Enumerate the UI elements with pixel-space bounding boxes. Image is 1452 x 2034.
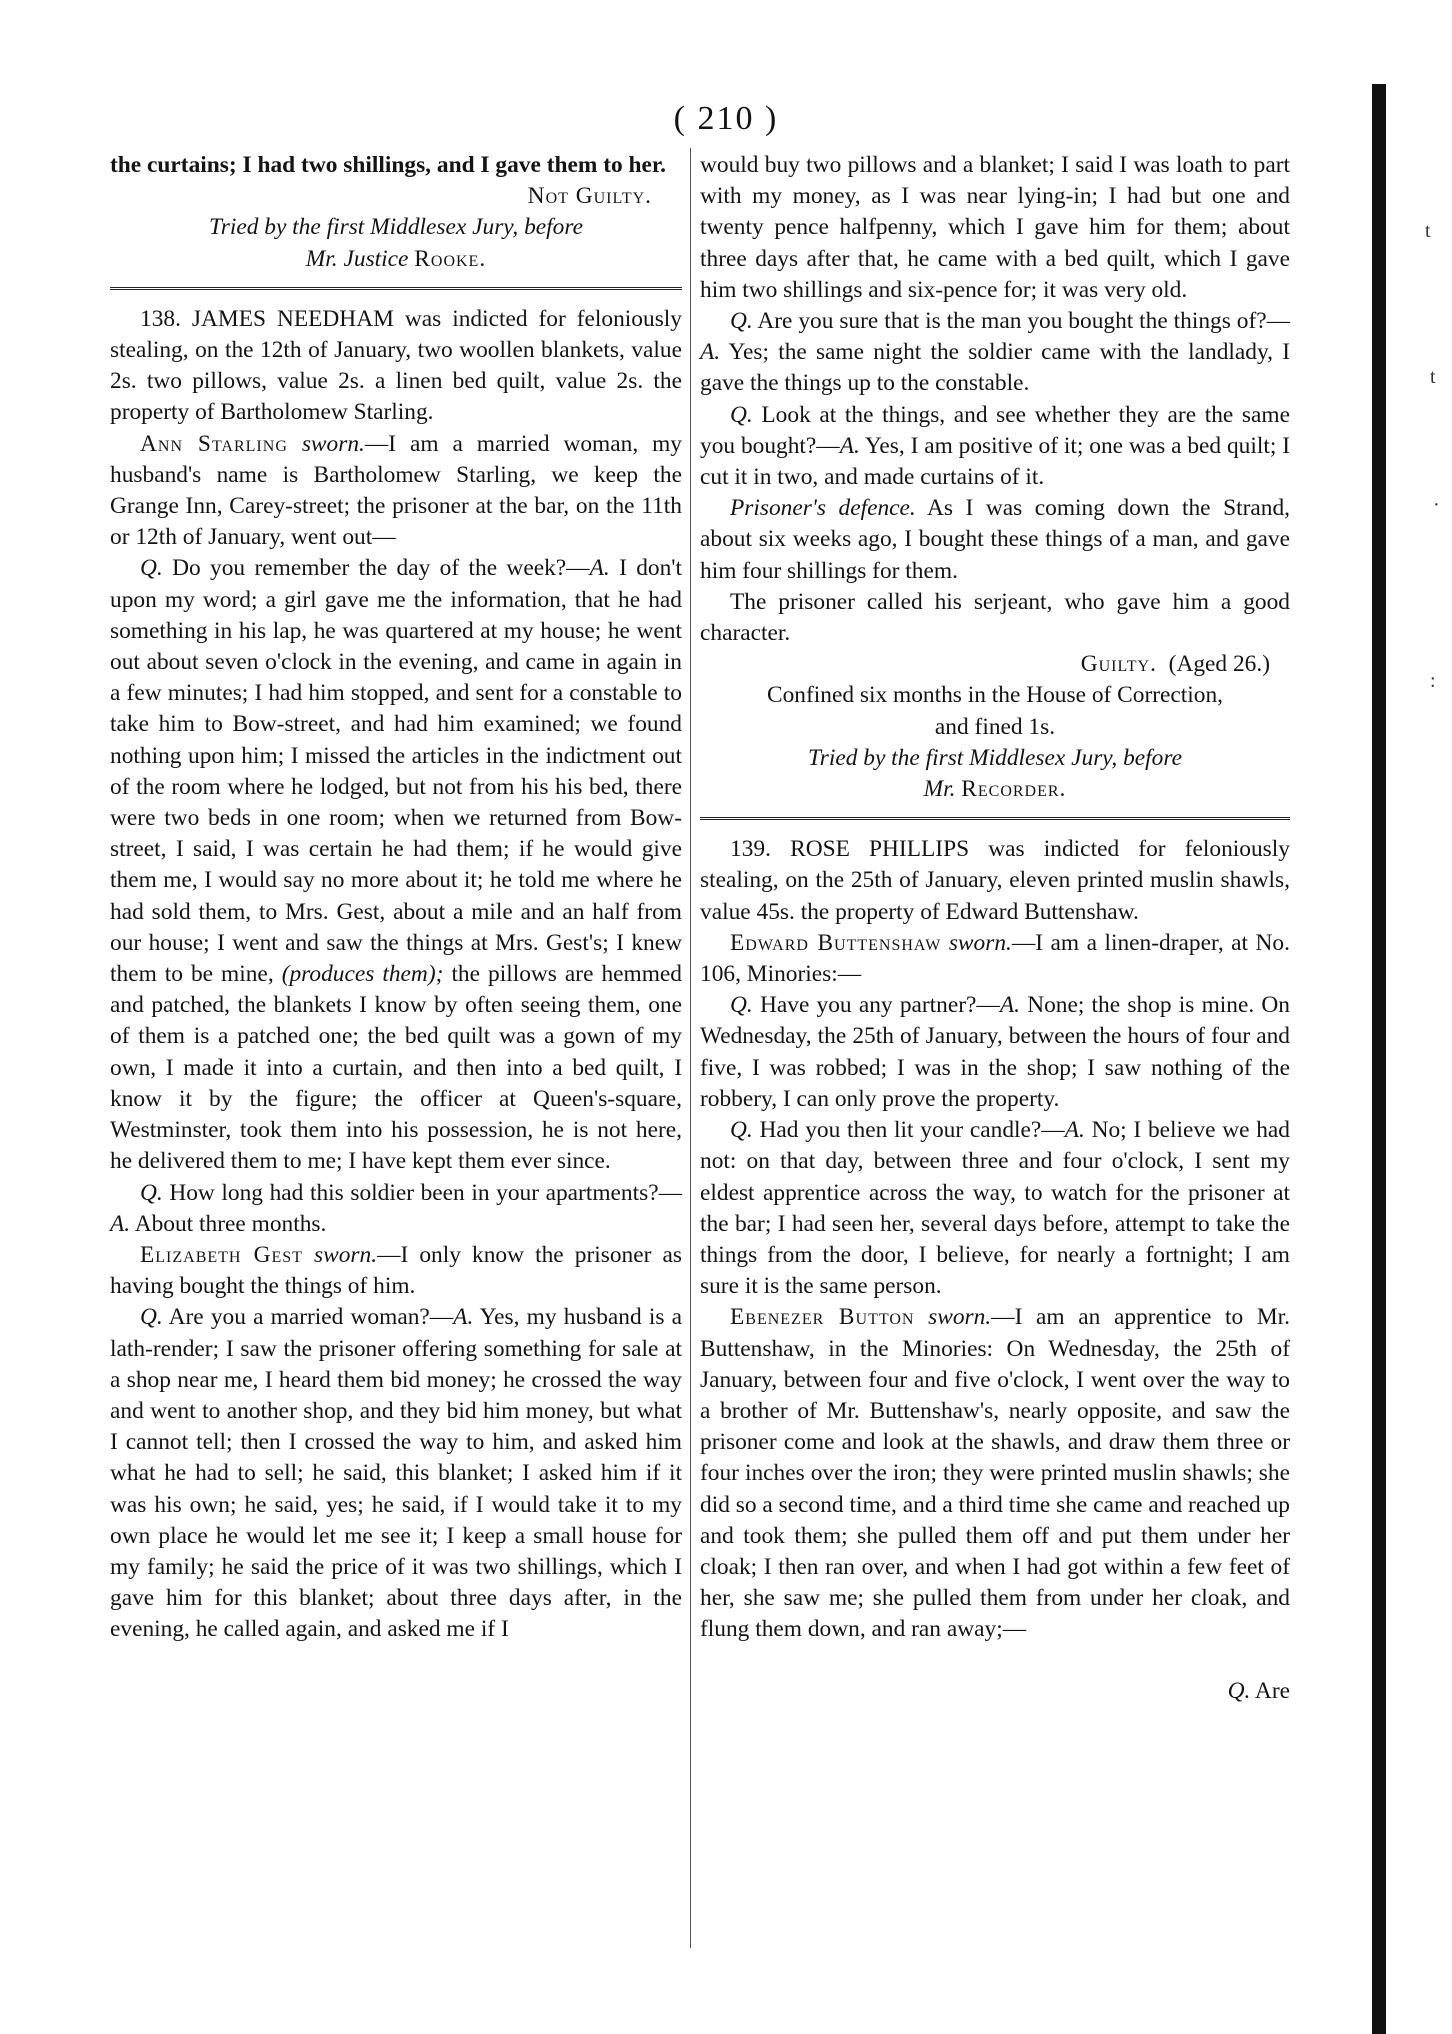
- a-marker: A.: [589, 555, 610, 582]
- right-column: [700, 150, 1290, 1707]
- verdict: Guilty.: [1080, 651, 1157, 678]
- continuation-text: would buy two pillows and a blanket; I said I was loath to part with my money, as I was near lying-in; I had but one and twenty pence halfpenny, which I gave him for them; about three days after that, he came with a bed quilt, which I gave him two shillings and six-pence for; it was very old.: [700, 152, 1290, 303]
- testimony-text: —I am an apprentice to Mr. Buttenshaw, in the Minories: On Wednesday, the 25th of January, between four and five o'clock, I went over the way to a brother of Mr. Buttenshaw's, nearly opposite, and saw the prisoner come and look at the shawls, and draw them three or four inches over the iron; they were printed muslin shawls; she did so a second time, and a third time she came and reached up and took them; she pulled them off and put them under her cloak; I then ran over, and when I had got within a few feet of her, she saw me; she pulled them from under her cloak, and flung them down, and ran away;—: [700, 1304, 1290, 1643]
- tried-by: Tried by the first Middlesex Jury, before: [209, 214, 583, 241]
- testimony-text: —I am a linen-draper, at No. 106, Minories:—: [700, 929, 1290, 988]
- column-divider: [690, 148, 691, 1948]
- a-marker: A.: [453, 1304, 474, 1331]
- a-marker: A.: [1064, 1117, 1085, 1144]
- sentence: Confined six months in the House of Correction,: [766, 682, 1224, 709]
- defence-label: Prisoner's defence.: [730, 495, 916, 522]
- defendant-name: JAMES NEEDHAM: [191, 305, 394, 332]
- witness-name: Ebenezer Button: [730, 1304, 915, 1331]
- a-marker: A.: [839, 432, 860, 459]
- answer-text: About three months.: [134, 1210, 327, 1237]
- question-answer: [700, 1115, 1290, 1302]
- question-text: Look at the things, and see whether they are the same you bought?—: [700, 401, 1290, 459]
- catchword-text: Are: [1254, 1677, 1290, 1704]
- case-number: 139.: [730, 836, 771, 863]
- question-answer: [700, 306, 1290, 400]
- section-rule: [110, 287, 682, 290]
- judge-line: [110, 244, 682, 275]
- verdict-line: [700, 649, 1290, 680]
- page-number: ( 210 ): [673, 100, 779, 137]
- prisoner-age: (Aged 26.): [1168, 651, 1270, 678]
- a-marker: A.: [700, 339, 721, 366]
- question-text: Had you then lit your candle?—: [759, 1117, 1065, 1144]
- a-marker: A.: [999, 992, 1020, 1019]
- testimony-text: —I am a married woman, my husband's name is Bartholomew Starling, we keep the Grange Inn, Carey-street; the prisoner at the bar, on the 11th or 12th of January, went out—: [110, 430, 682, 551]
- question-answer: [110, 1178, 682, 1240]
- judge-title: Mr.: [923, 776, 956, 803]
- sworn-label: sworn.: [948, 929, 1012, 956]
- a-marker: A.: [110, 1210, 131, 1237]
- question-text: How long had this soldier been in your apartments?—: [169, 1179, 682, 1206]
- answer-text: Yes; the same night the soldier came with the landlady, I gave the things up to the constable.: [700, 339, 1290, 397]
- indictment-text: was indicted for feloniously stealing, on the 12th of January, two woollen blankets, value 2s. two pillows, value 2s. a linen bed quilt, value 2s. the property of Bartholomew Starling.: [110, 305, 682, 426]
- prisoner-defence: [700, 493, 1290, 587]
- margin-mark: t: [1430, 366, 1436, 388]
- witness-name: Edward Buttenshaw: [730, 929, 942, 956]
- q-marker: Q.: [730, 401, 753, 428]
- case-number: 138.: [140, 305, 181, 332]
- q-marker: Q.: [730, 308, 753, 335]
- sentence-fine: and fined 1s.: [934, 713, 1056, 740]
- defence-text: As I was coming down the Strand, about six weeks ago, I bought these things of a man, and gave him four shillings for them.: [700, 495, 1290, 584]
- answer-text: Yes, I am positive of it; one was a bed quilt; I cut it in two, and made curtains of it.: [700, 432, 1290, 491]
- catchword: [700, 1676, 1290, 1707]
- witness-name: Elizabeth Gest: [140, 1241, 303, 1268]
- answer-text: None; the shop is mine. On Wednesday, the 25th of January, between the hours of four and five, I was robbed; I was in the shop; I saw nothing of the robbery, I can only prove the property.: [700, 992, 1290, 1112]
- question-answer: [700, 400, 1290, 494]
- witness-testimony: [110, 1240, 682, 1302]
- margin-mark: ·: [1433, 494, 1440, 516]
- left-column: [110, 150, 682, 1646]
- judge-title: Mr. Justice: [305, 245, 409, 272]
- case-138-heading: [110, 304, 682, 429]
- page-edge-bar: [1372, 84, 1386, 2034]
- answer-text: No; I believe we had not: on that day, between three and four o'clock, I sent my eldest apprentice across the way, to watch for the prisoner at the bar; I had seen her, several days before, attempt to take the things from the door, I believe, for nearly a fortnight; I am sure it is the same person.: [700, 1117, 1290, 1300]
- question-answer: [110, 553, 682, 1177]
- indictment-text: was indicted for feloniously stealing, on the 25th of January, eleven printed muslin shawls, value 45s. the property of Edward Buttenshaw.: [700, 836, 1290, 925]
- sworn-label: sworn.: [314, 1241, 378, 1268]
- question-answer: [110, 1302, 682, 1645]
- answer-text: Yes, my husband is a lath-render; I saw the prisoner offering something for sale at a shop near me, I heard them bid money; he crossed the way and went to another shop, and they bid him money, but what I cannot tell; then I crossed the way to him, and asked him what he had to sell; he said, this blanket; I asked him if it was his own; he said, yes; he said, if I would take it to my own place he would let me see it; I keep a small house for my family; he said the price of it was two shillings, which I gave him for this blanket; about three days after, in the evening, he called again, and asked me if I: [110, 1304, 682, 1643]
- q-marker: Q.: [1227, 1677, 1251, 1704]
- verdict: Not Guilty.: [527, 183, 652, 210]
- sworn-label: sworn.: [301, 430, 365, 457]
- q-marker: Q.: [140, 1304, 163, 1331]
- sworn-label: sworn.: [928, 1304, 992, 1331]
- section-rule: [700, 817, 1290, 820]
- question-text: Are you a married woman?—: [168, 1304, 454, 1331]
- judge-name: Recorder.: [961, 776, 1067, 803]
- q-marker: Q.: [730, 1117, 753, 1144]
- margin-mark: :: [1430, 670, 1436, 692]
- question-text: Are you sure that is the man you bought the things of?—: [757, 308, 1291, 335]
- continuation-text: the curtains; I had two shillings, and I gave them to her.: [110, 152, 667, 178]
- question-text: Have you any partner?—: [759, 992, 1000, 1019]
- witness-testimony: [110, 429, 682, 554]
- character-witness: The prisoner called his serjeant, who gave him a good character.: [700, 588, 1290, 647]
- witness-testimony: [700, 928, 1290, 990]
- case-139-heading: [700, 834, 1290, 928]
- judge-name: Rooke.: [414, 245, 487, 272]
- question-answer: [700, 990, 1290, 1115]
- q-marker: Q.: [140, 555, 163, 582]
- answer-text: I don't upon my word; a girl gave me the information, that he had something in his lap, he was quartered at my house; he went out about seven o'clock in the evening, and came in again in a few minutes; I had him stopped, and sent for a constable to take him to Bow-street, and had him examined; we found nothing upon him; I missed the articles in the indictment out of the room where he lodged, but not from his his bed, there were two beds in one room; when we returned from Bow-street, I said, I was certain he had them; if he would give them me, I would say no more about it; he told me where he had sold them, to Mrs. Gest, about a mile and an half from our house; I went and saw the things at Mrs. Gest's; I knew them to be mine,: [110, 555, 682, 988]
- judge-line: [700, 774, 1290, 805]
- q-marker: Q.: [730, 992, 753, 1019]
- defendant-name: ROSE PHILLIPS: [790, 836, 970, 863]
- q-marker: Q.: [140, 1179, 163, 1206]
- testimony-text: —I only know the prisoner as having bought the things of him.: [110, 1241, 682, 1300]
- question-text: Do you remember the day of the week?—: [172, 555, 590, 582]
- witness-testimony: [700, 1302, 1290, 1645]
- answer-text: the pillows are hemmed and patched, the blankets I know by often seeing them, one of them is a patched one; the bed quilt was a gown of my own, I made it into a curtain, and then into a bed quilt, I know it by the figure; the officer at Queen's-square, Westminster, took them into his possession, he is not here, he delivered them to me; I have kept them ever since.: [110, 961, 682, 1175]
- tried-by: Tried by the first Middlesex Jury, before: [808, 744, 1182, 771]
- margin-mark: t: [1425, 220, 1431, 242]
- witness-name: Ann Starling: [140, 430, 288, 457]
- produces-note: (produces them);: [281, 961, 444, 988]
